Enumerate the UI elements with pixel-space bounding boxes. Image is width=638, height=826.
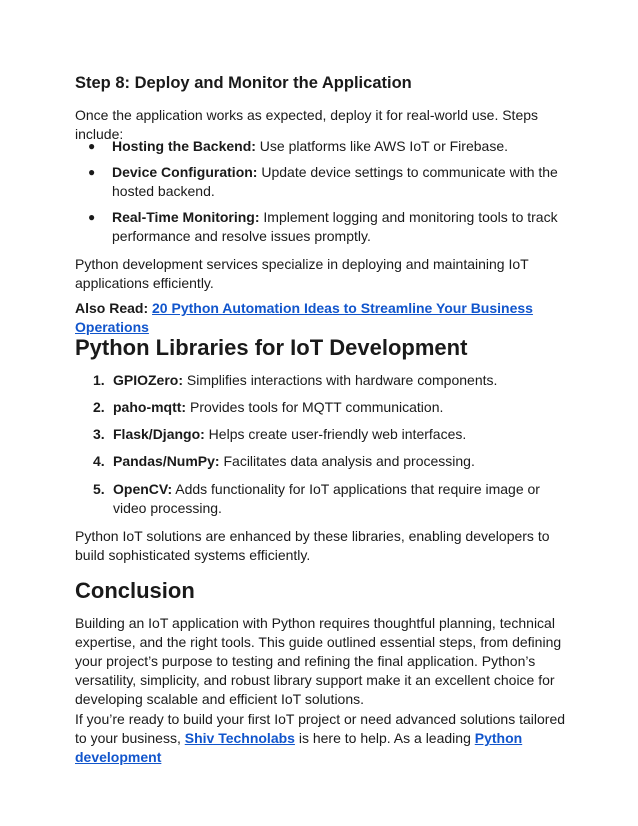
python-development-link[interactable]: Python development [75, 730, 523, 765]
list-number: 1. [93, 372, 105, 388]
library-desc: Provides tools for MQTT communication. [186, 399, 444, 415]
list-item [93, 371, 563, 390]
cta-text: is here to help. As a leading [294, 730, 475, 746]
library-desc: Helps create user-friendly web interfaces. [204, 426, 467, 442]
conclusion-heading: Conclusion [75, 578, 195, 603]
list-item [93, 452, 563, 471]
step8-intro: Once the application works as expected, deploy it for real-world use. Steps include: [75, 107, 539, 142]
step8-outro: Python development services specialize in deploying and maintaining IoT applications efficiently. [75, 256, 529, 291]
bullet-text: Use platforms like AWS IoT or Firebase. [255, 138, 508, 154]
list-number: 5. [93, 481, 105, 497]
list-number: 3. [93, 426, 105, 442]
list-item [88, 163, 558, 201]
list-number: 2. [93, 399, 105, 415]
bullet-text: Implement logging and monitoring tools to track performance and resolve issues promptly. [112, 209, 558, 244]
library-name: OpenCV: [113, 481, 173, 497]
conclusion-paragraph: Building an IoT application with Python requires thoughtful planning, technical expertise, and the right tools. This guide outlined essential steps, from defining your project’s purpose to testing and refining the final application. Python’s versatility, simplicity, and robust library support make it an excellent choice for developing scalable and efficient IoT solutions. [75, 615, 562, 707]
list-item [93, 480, 563, 518]
library-desc: Facilitates data analysis and processing. [219, 453, 475, 469]
libraries-outro: Python IoT solutions are enhanced by these libraries, enabling developers to build sophisticated systems efficiently. [75, 528, 550, 563]
bullet-term: Device Configuration: [112, 164, 258, 180]
cta-text: If you’re ready to build your first IoT project or need advanced solutions tailored to your business, [75, 711, 566, 746]
also-read [75, 299, 575, 337]
step8-heading: Step 8: Deploy and Monitor the Application [75, 74, 412, 92]
library-name: paho-mqtt: [113, 399, 187, 415]
bullet-icon: ● [88, 210, 96, 224]
also-read-label: Also Read: [75, 300, 149, 316]
library-name: Flask/Django: [113, 426, 205, 442]
list-item [93, 398, 563, 417]
library-name: Pandas/NumPy: [113, 453, 220, 469]
bullet-term: Hosting the Backend: [112, 138, 256, 154]
shiv-technolabs-link[interactable]: Shiv Technolabs [184, 730, 295, 746]
bullet-icon: ● [88, 165, 96, 179]
conclusion-cta [75, 710, 567, 767]
list-number: 4. [93, 453, 105, 469]
also-read-link[interactable]: 20 Python Automation Ideas to Streamline Your Business Operations [75, 300, 533, 335]
list-item [93, 425, 563, 444]
libraries-heading: Python Libraries for IoT Development [75, 335, 468, 360]
list-item [88, 208, 558, 246]
library-desc: Adds functionality for IoT applications that require image or video processing. [113, 481, 540, 516]
bullet-term: Real-Time Monitoring: [112, 209, 260, 225]
bullet-text: Update device settings to communicate with the hosted backend. [112, 164, 558, 199]
library-desc: Simplifies interactions with hardware components. [183, 372, 498, 388]
bullet-icon: ● [88, 139, 96, 153]
list-item [88, 137, 558, 156]
library-name: GPIOZero: [113, 372, 184, 388]
